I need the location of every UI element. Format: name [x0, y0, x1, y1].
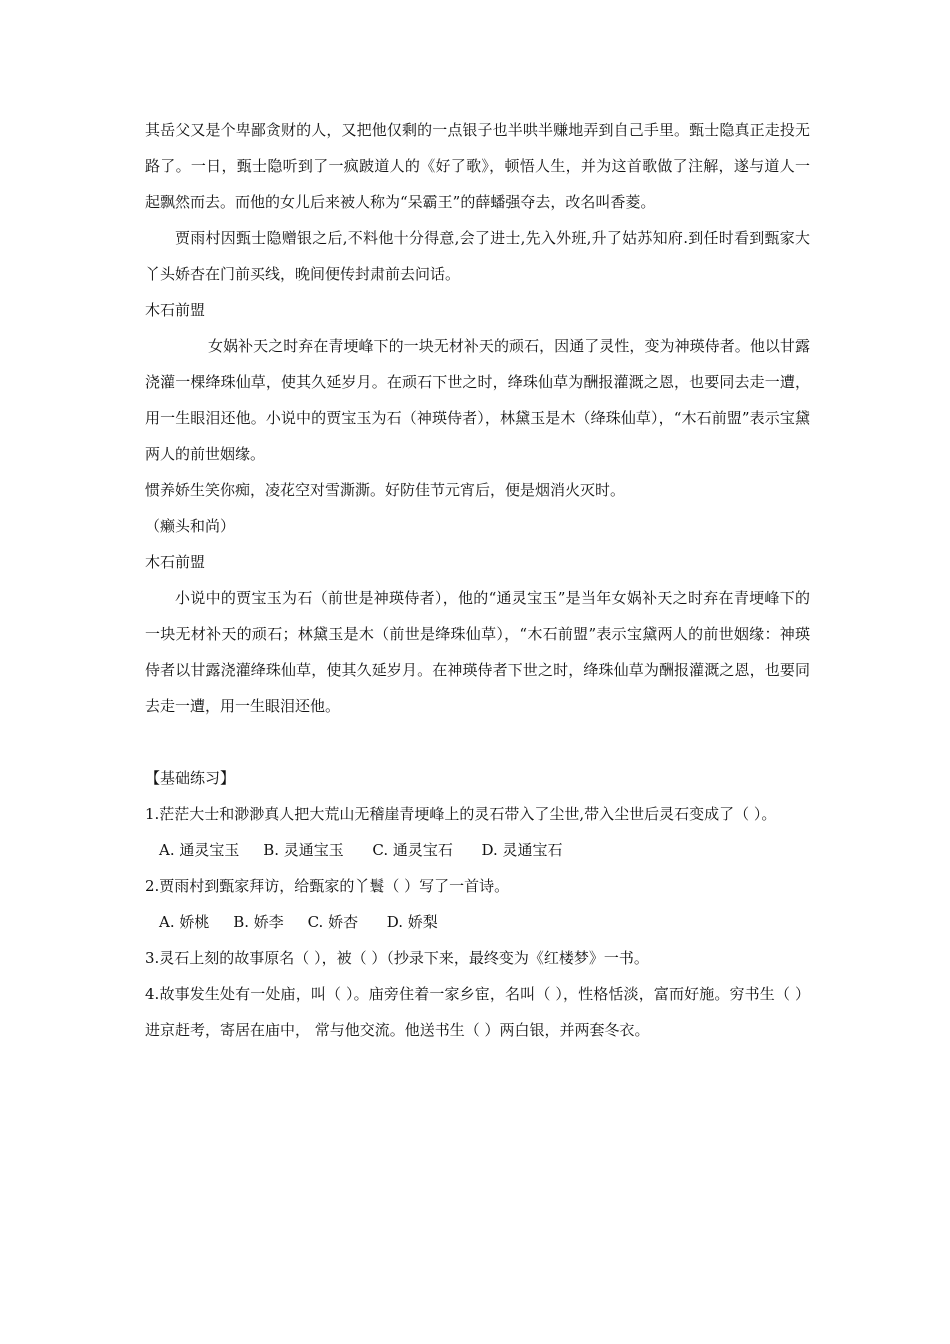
paragraph-jia-yucun: 贾雨村因甄士隐赠银之后,不料他十分得意,会了进士,先入外班,升了姑苏知府.到任时看到甄家大丫头娇杏在门前买线，晚间便传封肃前去问话。 [145, 229, 810, 283]
section-heading-mushi-qianmeng-2: 木石前盟 [145, 553, 206, 571]
poem-line: 惯养娇生笑你痴，凌花空对雪澌澌。好防佳节元宵后，便是烟消火灭时。 [145, 481, 626, 499]
question-4: 4.故事发生处有一处庙，叫（ ）。庙旁住着一家乡宦，名叫（ ），性格恬淡，富而好施。穷书生（ ）进京赶考，寄居在庙中， 常与他交流。他送书生（ ）两白银，并两套冬衣。 [145, 985, 810, 1039]
section-heading-mushi-qianmeng: 木石前盟 [145, 301, 206, 319]
question-2-options: A. 娇桃 B. 娇李 C. 娇杏 D. 娇梨 [159, 913, 438, 931]
spacer [145, 724, 810, 760]
question-3: 3.灵石上刻的故事原名（ ），被（ ）（抄录下来，最终变为《红楼梦》一书。 [145, 949, 649, 967]
poem-attribution: （癞头和尚） [145, 517, 236, 535]
paragraph-zhen-shiyin: 其岳父又是个卑鄙贪财的人，又把他仅剩的一点银子也半哄半赚地弄到自己手里。甄士隐真正走投无路了。一日，甄士隐听到了一疯跛道人的《好了歌》，顿悟人生，并为这首歌做了注解，遂与道人一起飘然而去。而他的女儿后来被人称为“呆霸王”的薛蟠强夺去，改名叫香菱。 [145, 121, 810, 211]
document-body [145, 112, 810, 1048]
exercise-title: 【基础练习】 [145, 769, 236, 787]
question-1: 1.茫茫大士和渺渺真人把大荒山无稽崖青埂峰上的灵石带入了尘世,带入尘世后灵石变成了（ ）。 [145, 805, 777, 823]
paragraph-nuwa-stone: 女娲补天之时弃在青埂峰下的一块无材补天的顽石，因通了灵性，变为神瑛侍者。他以甘露浇灌一棵绛珠仙草，使其久延岁月。在顽石下世之时，绛珠仙草为酬报灌溉之恩，也要同去走一遭，用一生眼泪还他。小说中的贾宝玉为石（神瑛侍者），林黛玉是木（绛珠仙草），“木石前盟”表示宝黛两人的前世姻缘。 [145, 337, 810, 463]
question-1-options: A. 通灵宝玉 B. 灵通宝玉 C. 通灵宝石 D. 灵通宝石 [159, 841, 563, 859]
question-2: 2.贾雨村到甄家拜访，给甄家的丫鬟（ ）写了一首诗。 [145, 877, 510, 895]
paragraph-baoyu-daiyu: 小说中的贾宝玉为石（前世是神瑛侍者），他的“通灵宝玉”是当年女娲补天之时弃在青埂峰下的一块无材补天的顽石；林黛玉是木（前世是绛珠仙草），“木石前盟”表示宝黛两人的前世姻缘：神瑛侍者以甘露浇灌绛珠仙草，使其久延岁月。在神瑛侍者下世之时，绛珠仙草为酬报灌溉之恩，也要同去走一遭，用一生眼泪还他。 [145, 589, 810, 715]
